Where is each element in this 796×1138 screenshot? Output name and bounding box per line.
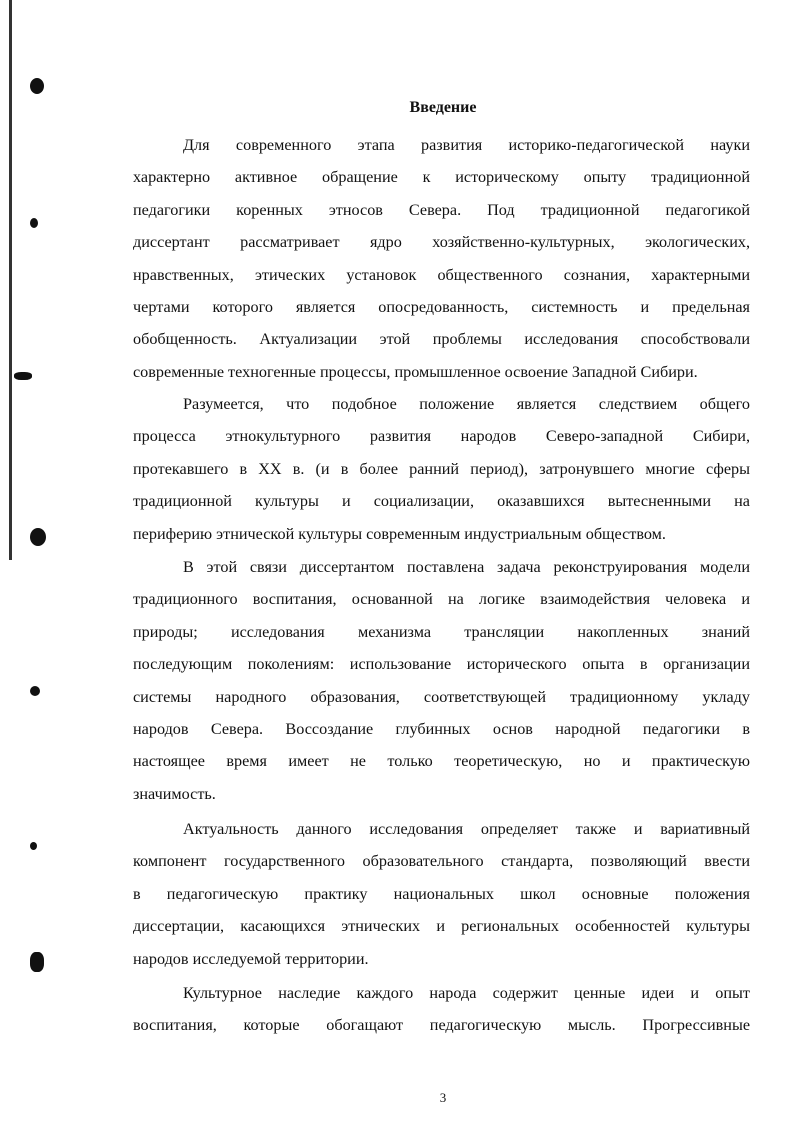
scan-artifact [30, 218, 38, 228]
scan-margin-line [9, 0, 12, 560]
paragraph-line: Актуальность данного исследования определяет также и вариативный [183, 820, 750, 838]
paragraph-line: Разумеется, что подобное положение является следствием общего [183, 395, 750, 413]
paragraph-line: народов Севера. Воссоздание глубинных основ народной педагогики в [133, 720, 750, 738]
scan-artifact [30, 78, 44, 94]
paragraph-line: традиционного воспитания, основанной на логике взаимодействия человека и [133, 590, 750, 609]
paragraph-line: Для современного этапа развития историко-педагогической науки [183, 136, 750, 154]
paragraph-line: нравственных, этических установок общественного сознания, характерными [133, 265, 750, 284]
paragraph-line: системы народного образования, соответствующей традиционному укладу [133, 687, 750, 706]
paragraph-line: протекавшего в XX в. (и в более ранний период), затронувшего многие сферы [133, 459, 750, 478]
paragraph-line: периферию этнической культуры современным индустриальным обществом. [133, 524, 666, 543]
paragraph-line: компонент государственного образовательного стандарта, позволяющий ввести [133, 852, 750, 871]
paragraph-line: педагогики коренных этносов Севера. Под традиционной педагогикой [133, 200, 750, 219]
paragraph-line: современные техногенные процессы, промышленное освоение Западной Сибири. [133, 362, 698, 381]
scan-artifact [30, 686, 40, 696]
scan-artifact [30, 528, 46, 546]
paragraph-line: диссертации, касающихся этнических и региональных особенностей культуры [133, 917, 750, 936]
paragraph-line: характерно активное обращение к историческому опыту традиционной [133, 168, 750, 187]
paragraph-line: традиционной культуры и социализации, оказавшихся вытесненными на [133, 492, 750, 511]
paragraph-line: в педагогическую практику национальных школ основные положения [133, 884, 750, 903]
paragraph-line: диссертант рассматривает ядро хозяйственно-культурных, экологических, [133, 233, 750, 252]
scan-artifact [30, 842, 37, 850]
paragraph-line: Культурное наследие каждого народа содержит ценные идеи и опыт [183, 984, 750, 1002]
paragraph-line: процесса этнокультурного развития народов Северо-западной Сибири, [133, 427, 750, 446]
page-number: 3 [439, 1090, 447, 1105]
paragraph-line: чертами которого является опосредованность, системность и предельная [133, 298, 750, 316]
scan-artifact [14, 372, 32, 380]
paragraph-line: воспитания, которые обогащают педагогическую мысль. Прогрессивные [133, 1016, 750, 1035]
paragraph-line: обобщенность. Актуализации этой проблемы исследования способствовали [133, 330, 750, 349]
paragraph-line: В этой связи диссертантом поставлена задача реконструирования модели [183, 558, 750, 576]
paragraph-line: народов исследуемой территории. [133, 949, 369, 968]
section-title: Введение [409, 99, 477, 116]
paragraph-line: последующим поколениям: использование исторического опыта в организации [133, 655, 750, 674]
paragraph-line: природы; исследования механизма трансляции накопленных знаний [133, 622, 750, 641]
paragraph-line: значимость. [133, 784, 216, 803]
scan-artifact [30, 952, 44, 972]
paragraph-line: настоящее время имеет не только теоретическую, но и практическую [133, 752, 750, 771]
